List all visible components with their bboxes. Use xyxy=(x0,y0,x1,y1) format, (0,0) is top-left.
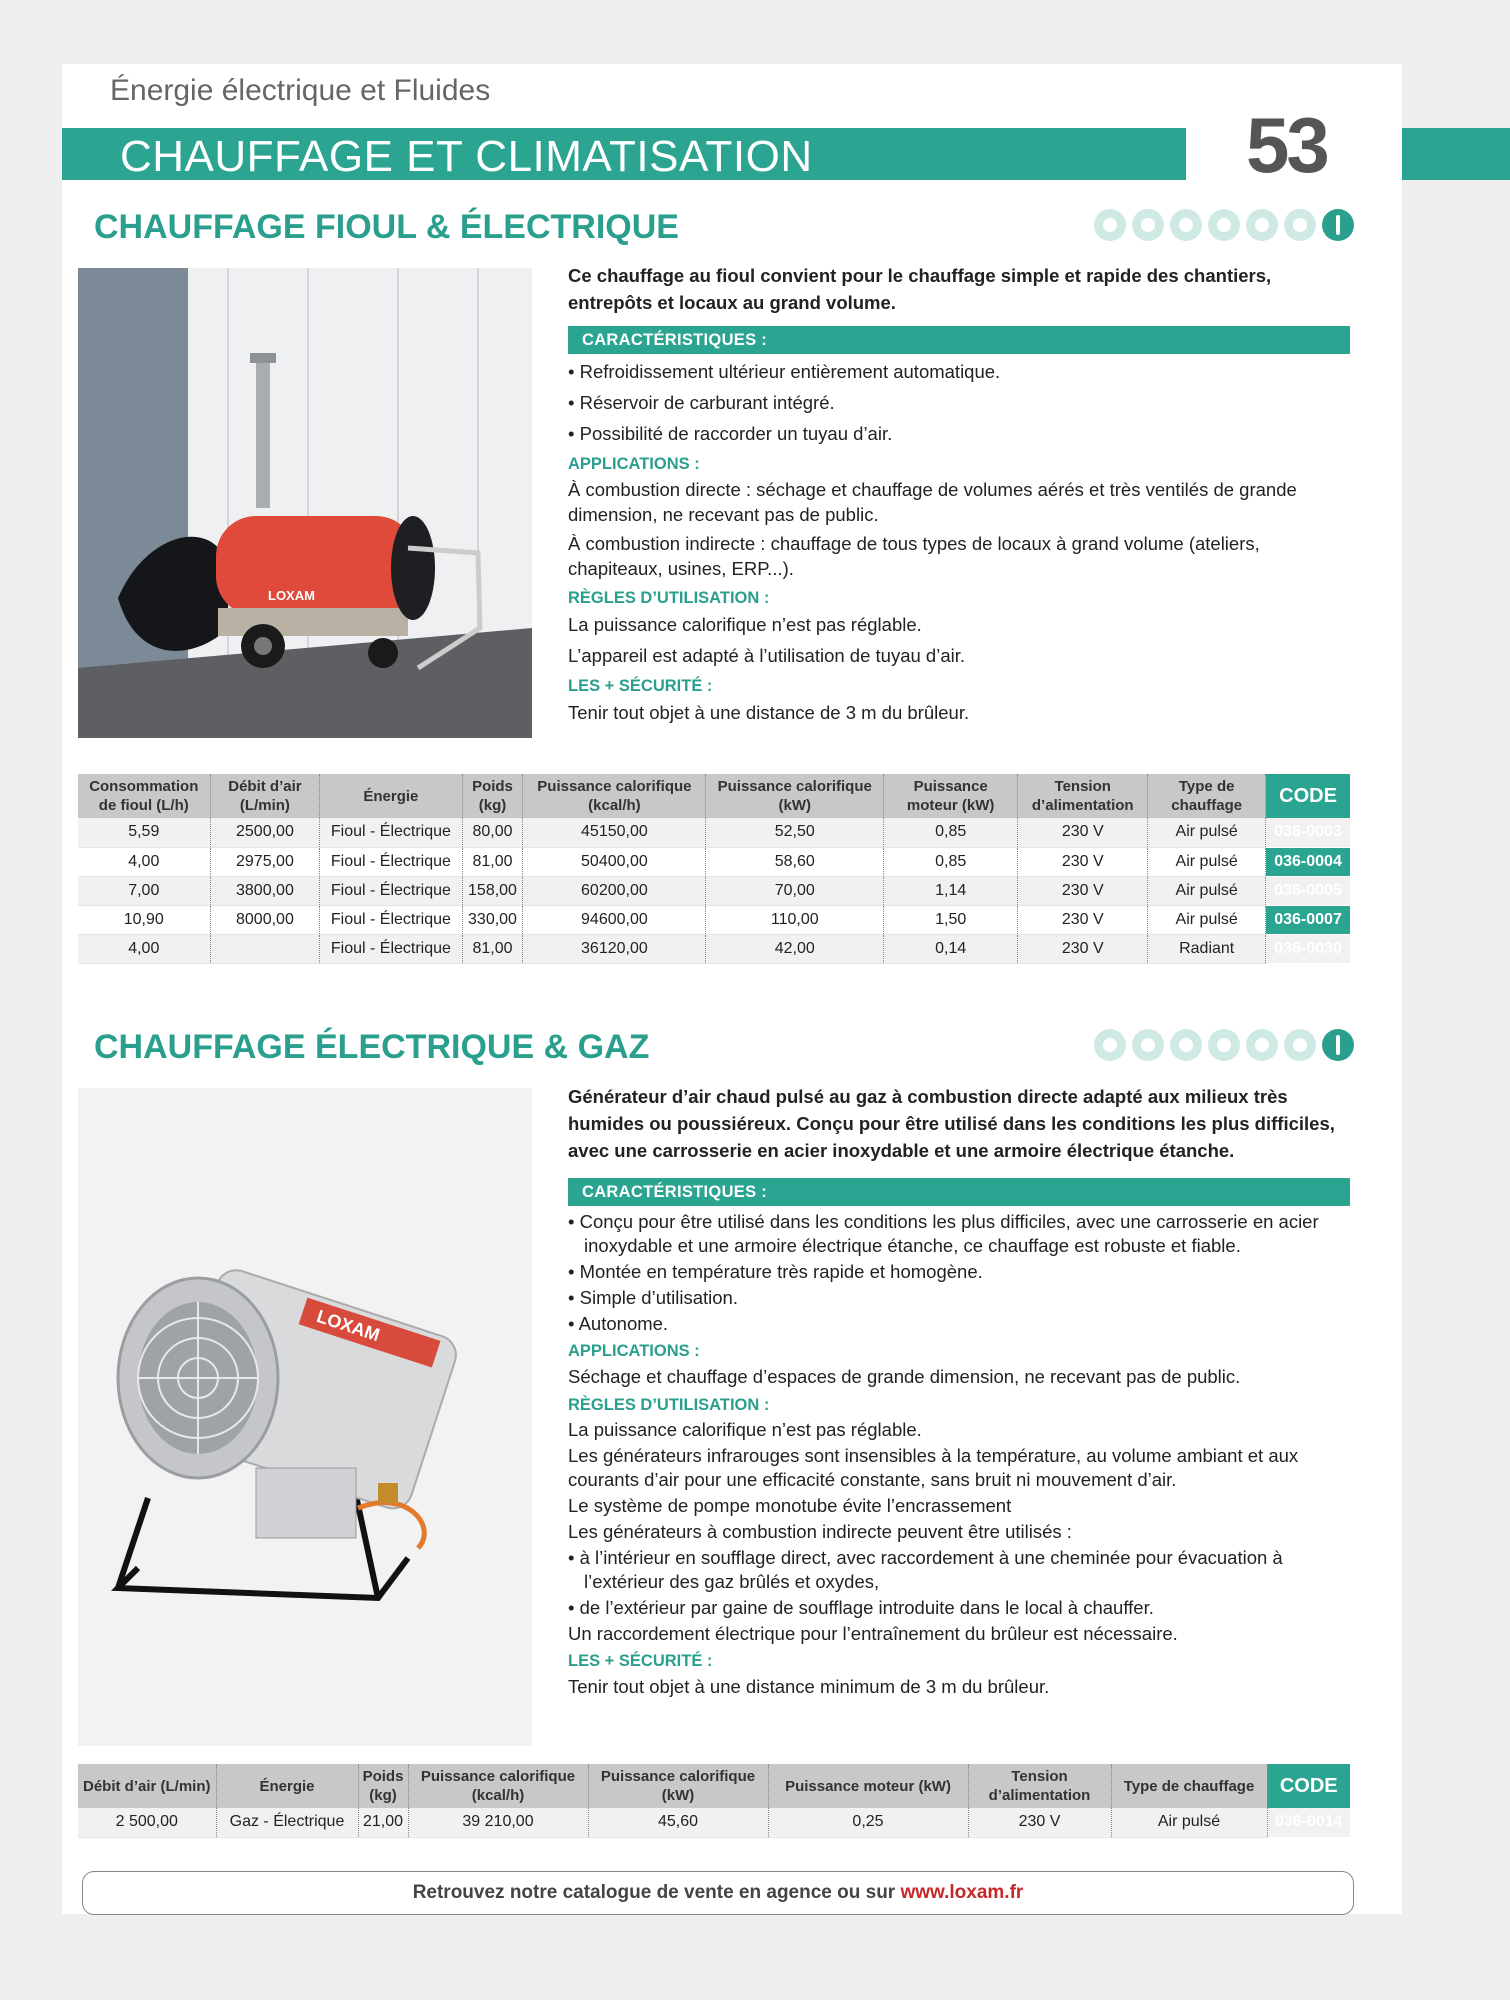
table-cell: 4,00 xyxy=(78,847,210,876)
table-row xyxy=(78,905,1350,934)
product1-photo xyxy=(78,268,532,738)
section-label: Énergie électrique et Fluides xyxy=(110,74,491,107)
product-code: 036-0005 xyxy=(1266,876,1350,905)
table-cell: 81,00 xyxy=(462,847,523,876)
column-header: Puissance calorifique (kW) xyxy=(706,774,884,818)
product1-rule: La puissance calorifique n’est pas réglable. xyxy=(568,614,922,635)
goggles-icon xyxy=(1284,1029,1316,1061)
table-header-row xyxy=(78,1764,1350,1808)
column-header: Énergie xyxy=(320,774,462,818)
product1-feature: • Réservoir de carburant intégré. xyxy=(568,392,835,413)
product2-regles-label: RÈGLES D’UTILISATION : xyxy=(568,1396,770,1414)
product2-rule: Le système de pompe monotube évite l’encrassement xyxy=(568,1495,1012,1516)
product2-feature: • Montée en température très rapide et homogène. xyxy=(568,1261,983,1282)
code-column-header: CODE xyxy=(1267,1764,1350,1808)
table-cell: Fioul - Électrique xyxy=(320,905,462,934)
table-cell: 0,14 xyxy=(884,934,1018,963)
table-cell: 50400,00 xyxy=(523,847,706,876)
product2-feature: • Autonome. xyxy=(568,1313,669,1334)
product2-intro: Générateur d’air chaud pulsé au gaz à combustion directe adapté aux milieux très humides ou poussiéreux. Conçu pour être utilisé dans les conditions les plus difficiles, avec une carrosserie en acier inoxydable et une armoire électrique étanche. xyxy=(568,1086,1335,1161)
product2-caracteristiques-label: CARACTÉRISTIQUES : xyxy=(568,1178,1350,1206)
table-header-row xyxy=(78,774,1350,818)
table-cell: 45,60 xyxy=(588,1808,768,1837)
code-column-header: CODE xyxy=(1266,774,1350,818)
table-row xyxy=(78,847,1350,876)
product2-feature: • Conçu pour être utilisé dans les conditions les plus difficiles, avec une carrosserie en acier inoxydable et une armoire électrique étanche, ce chauffage est robuste et fiable. xyxy=(568,1211,1319,1256)
boot-icon xyxy=(1246,1029,1278,1061)
column-header: Puissance moteur (kW) xyxy=(884,774,1018,818)
glove-icon xyxy=(1208,1029,1240,1061)
table-cell: Fioul - Électrique xyxy=(320,818,462,847)
table-cell: 94600,00 xyxy=(523,905,706,934)
ear-protection-icon xyxy=(1132,209,1164,241)
product1-securite-label: LES + SÉCURITÉ : xyxy=(568,677,713,695)
product-code: 036-0030 xyxy=(1266,934,1350,963)
safety-icons-2 xyxy=(1094,1029,1354,1061)
product1-photo-brand: LOXAM xyxy=(268,588,315,603)
column-header: Poids (kg) xyxy=(358,1764,408,1808)
table-cell: 21,00 xyxy=(358,1808,408,1837)
product1-rule: L’appareil est adapté à l’utilisation de tuyau d’air. xyxy=(568,645,965,666)
footer-link[interactable]: www.loxam.fr xyxy=(900,1882,1024,1903)
column-header: Tension d’alimentation xyxy=(1018,774,1148,818)
product1-securite: Tenir tout objet à une distance de 3 m du brûleur. xyxy=(568,702,970,723)
mask-icon xyxy=(1170,1029,1202,1061)
column-header: Type de chauffage xyxy=(1111,1764,1267,1808)
product2-title: CHAUFFAGE ÉLECTRIQUE & GAZ xyxy=(94,1028,650,1066)
table-cell: Radiant xyxy=(1148,934,1266,963)
table-cell: 0,85 xyxy=(884,818,1018,847)
table-cell: 7,00 xyxy=(78,876,210,905)
table-cell: 58,60 xyxy=(706,847,884,876)
column-header: Consommation de fioul (L/h) xyxy=(78,774,210,818)
table-cell: Air pulsé xyxy=(1148,876,1266,905)
table-cell: 70,00 xyxy=(706,876,884,905)
table-cell: 1,50 xyxy=(884,905,1018,934)
product1-caracteristiques-label: CARACTÉRISTIQUES : xyxy=(568,326,1350,354)
table-cell: Air pulsé xyxy=(1148,847,1266,876)
harness-icon xyxy=(1322,1029,1354,1061)
table-cell: 230 V xyxy=(1018,934,1148,963)
column-header: Puissance calorifique (kcal/h) xyxy=(523,774,706,818)
column-header: Débit d’air (L/min) xyxy=(78,1764,216,1808)
table-cell: Fioul - Électrique xyxy=(320,876,462,905)
product1-title: CHAUFFAGE FIOUL & ÉLECTRIQUE xyxy=(94,208,679,246)
product2-rule: Les générateurs infrarouges sont insensibles à la température, au volume ambiant et aux courants d’air pour une efficacité constante, sans bruit ni mouvement d’air. xyxy=(568,1445,1299,1490)
product1-application: À combustion directe : séchage et chauffage de volumes aérés et très ventilés de grande dimension, ne recevant pas de public. xyxy=(568,479,1297,525)
product1-spec-table xyxy=(78,774,1350,964)
table-cell: 4,00 xyxy=(78,934,210,963)
product2-rule-after: Un raccordement électrique pour l’entraînement du brûleur est nécessaire. xyxy=(568,1623,1178,1644)
glove-icon xyxy=(1208,209,1240,241)
mask-icon xyxy=(1170,209,1202,241)
product-code: 036-0004 xyxy=(1266,847,1350,876)
table-cell: 10,90 xyxy=(78,905,210,934)
column-header: Puissance calorifique (kcal/h) xyxy=(408,1764,588,1808)
product-code: 036-0014 xyxy=(1267,1808,1350,1837)
column-header: Poids (kg) xyxy=(462,774,523,818)
table-cell: 158,00 xyxy=(462,876,523,905)
table-cell: 45150,00 xyxy=(523,818,706,847)
table-cell: 80,00 xyxy=(462,818,523,847)
product-code: 036-0003 xyxy=(1266,818,1350,847)
page-tab xyxy=(1402,128,1510,180)
table-cell: 2 500,00 xyxy=(78,1808,216,1837)
table-cell: 0,25 xyxy=(768,1808,968,1837)
page-number: 53 xyxy=(1246,101,1327,189)
table-cell: 110,00 xyxy=(706,905,884,934)
table-cell: 230 V xyxy=(1018,818,1148,847)
product2-applications-label: APPLICATIONS : xyxy=(568,1342,700,1360)
column-header: Énergie xyxy=(216,1764,358,1808)
table-row xyxy=(78,876,1350,905)
product1-feature: • Refroidissement ultérieur entièrement automatique. xyxy=(568,361,1001,382)
table-cell: 0,85 xyxy=(884,847,1018,876)
product2-description xyxy=(568,1083,1350,1704)
table-cell: Air pulsé xyxy=(1111,1808,1267,1837)
category-title: CHAUFFAGE ET CLIMATISATION xyxy=(120,132,813,181)
table-cell: 52,50 xyxy=(706,818,884,847)
table-cell: Fioul - Électrique xyxy=(320,847,462,876)
table-cell: 2500,00 xyxy=(210,818,320,847)
column-header: Tension d’alimentation xyxy=(968,1764,1111,1808)
product2-rule: Les générateurs à combustion indirecte peuvent être utilisés : xyxy=(568,1521,1072,1542)
ear-protection-icon xyxy=(1132,1029,1164,1061)
table-cell xyxy=(210,934,320,963)
safety-icons-1 xyxy=(1094,209,1354,241)
table-cell: 42,00 xyxy=(706,934,884,963)
boot-icon xyxy=(1246,209,1278,241)
table-cell: 230 V xyxy=(968,1808,1111,1837)
table-cell: 330,00 xyxy=(462,905,523,934)
table-cell: Air pulsé xyxy=(1148,818,1266,847)
column-header: Puissance moteur (kW) xyxy=(768,1764,968,1808)
product2-rule-bullet: • à l’intérieur en soufflage direct, avec raccordement à une cheminée pour évacuation à l’extérieur des gaz brûlés et oxydes, xyxy=(568,1547,1283,1592)
goggles-icon xyxy=(1284,209,1316,241)
table-cell: 36120,00 xyxy=(523,934,706,963)
table-cell: 39 210,00 xyxy=(408,1808,588,1837)
helmet-icon xyxy=(1094,1029,1126,1061)
table-row xyxy=(78,934,1350,963)
product2-photo xyxy=(78,1088,532,1746)
harness-icon xyxy=(1322,209,1354,241)
column-header: Débit d’air (L/min) xyxy=(210,774,320,818)
product1-regles-label: RÈGLES D’UTILISATION : xyxy=(568,589,770,607)
table-cell: 230 V xyxy=(1018,847,1148,876)
product2-rule-bullet: • de l’extérieur par gaine de soufflage introduite dans le local à chauffer. xyxy=(568,1597,1154,1618)
product1-application: À combustion indirecte : chauffage de tous types de locaux à grand volume (ateliers, chapiteaux, usines, ERP...). xyxy=(568,533,1260,579)
table-cell: Air pulsé xyxy=(1148,905,1266,934)
product1-feature: • Possibilité de raccorder un tuyau d’air. xyxy=(568,423,893,444)
table-cell: Gaz - Électrique xyxy=(216,1808,358,1837)
product1-applications-label: APPLICATIONS : xyxy=(568,455,700,473)
product2-photo-brand: LOXAM xyxy=(314,1306,383,1346)
product1-intro: Ce chauffage au fioul convient pour le chauffage simple et rapide des chantiers, entrepôts et locaux au grand volume. xyxy=(568,265,1272,313)
helmet-icon xyxy=(1094,209,1126,241)
product2-application: Séchage et chauffage d’espaces de grande dimension, ne recevant pas de public. xyxy=(568,1366,1241,1387)
table-cell: Fioul - Électrique xyxy=(320,934,462,963)
product2-feature: • Simple d’utilisation. xyxy=(568,1287,738,1308)
table-cell: 3800,00 xyxy=(210,876,320,905)
table-row xyxy=(78,818,1350,847)
product2-securite: Tenir tout objet à une distance minimum de 3 m du brûleur. xyxy=(568,1676,1050,1697)
table-cell: 2975,00 xyxy=(210,847,320,876)
category-banner xyxy=(62,128,1186,180)
product1-description xyxy=(568,262,1350,730)
footer-text: Retrouvez notre catalogue de vente en agence ou sur xyxy=(412,1882,901,1903)
product2-spec-table xyxy=(78,1764,1350,1838)
footer-banner xyxy=(82,1871,1354,1915)
table-cell: 60200,00 xyxy=(523,876,706,905)
table-row xyxy=(78,1808,1350,1837)
column-header: Puissance calorifique (kW) xyxy=(588,1764,768,1808)
column-header: Type de chauffage xyxy=(1148,774,1266,818)
table-cell: 5,59 xyxy=(78,818,210,847)
product2-securite-label: LES + SÉCURITÉ : xyxy=(568,1652,713,1670)
table-cell: 230 V xyxy=(1018,876,1148,905)
product-code: 036-0007 xyxy=(1266,905,1350,934)
table-cell: 81,00 xyxy=(462,934,523,963)
product2-rule: La puissance calorifique n’est pas réglable. xyxy=(568,1419,922,1440)
table-cell: 230 V xyxy=(1018,905,1148,934)
table-cell: 8000,00 xyxy=(210,905,320,934)
table-cell: 1,14 xyxy=(884,876,1018,905)
